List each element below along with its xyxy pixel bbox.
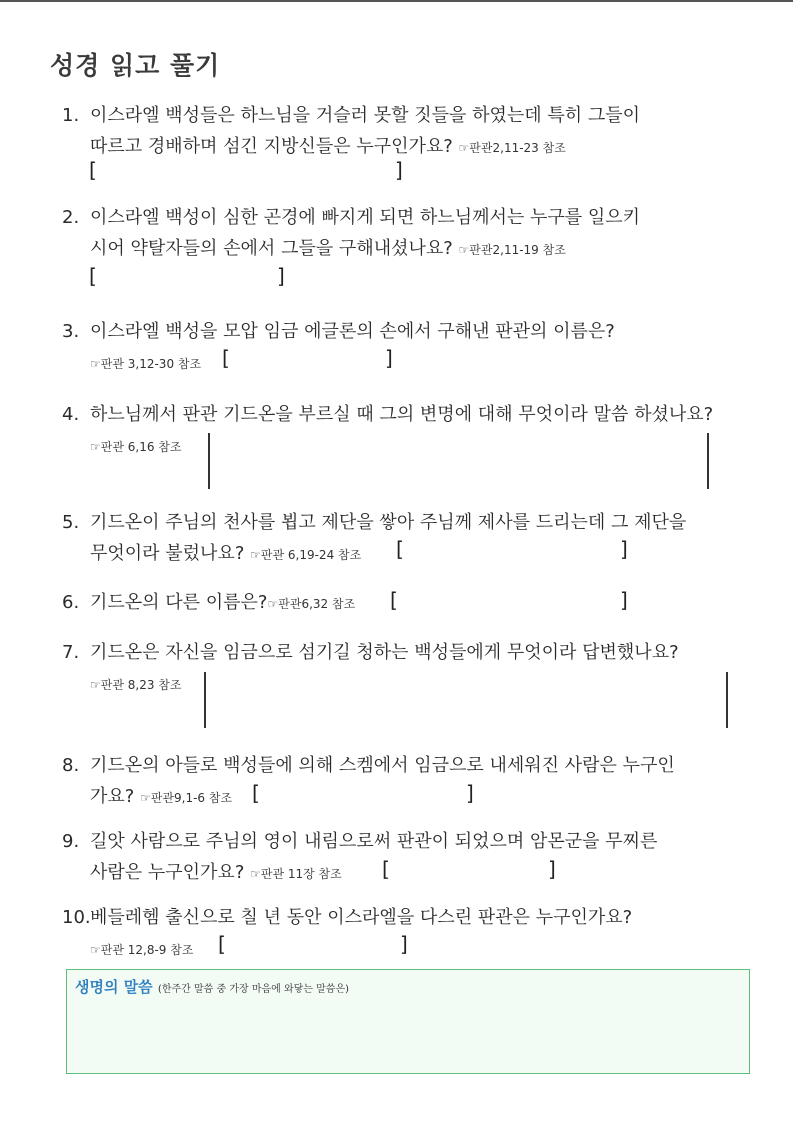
question-text: 기드온이 주님의 천사를 뵙고 제단을 쌓아 주님께 제사를 드리는데 그 제단을 [90, 512, 687, 533]
answer-bracket-open: [ [218, 932, 226, 956]
question-2 [62, 202, 640, 266]
answer-bracket-open: [ [390, 588, 398, 612]
question-text-cont: 무엇이라 불렀나요? [90, 543, 245, 564]
question-text: 이스라엘 백성들은 하느님을 거슬러 못할 짓들을 하였는데 특히 그들이 [90, 105, 641, 126]
answer-bracket-open: [ [89, 264, 97, 288]
reference: ☞판관2,11-23 참조 [458, 141, 566, 155]
question-text-cont: 사람은 누구인가요? [90, 862, 245, 883]
question-3 [62, 316, 615, 380]
answer-bracket-close: ] [620, 588, 628, 612]
answer-bracket-open: [ [252, 781, 260, 805]
question-number: 3. [62, 321, 80, 342]
answer-bracket-open: [ [222, 346, 230, 370]
answer-bracket-close: ] [466, 781, 474, 805]
question-8 [62, 750, 675, 814]
question-9 [62, 826, 657, 890]
question-6 [62, 587, 355, 620]
question-1 [62, 100, 640, 164]
question-text: 하느님께서 판관 기드온을 부르실 때 그의 변명에 대해 무엇이라 말씀 하셨나요? [90, 404, 714, 425]
answer-bracket-close: ] [400, 932, 408, 956]
question-text: 베들레헴 출신으로 칠 년 동안 이스라엘을 다스린 판관은 누구인가요? [90, 907, 633, 928]
question-number: 1. [62, 105, 80, 126]
question-number: 7. [62, 642, 80, 663]
answer-bracket-close: ] [548, 857, 556, 881]
question-number: 4. [62, 404, 80, 425]
reference: ☞판관 3,12-30 참조 [90, 357, 202, 371]
top-border-line [0, 0, 793, 2]
answer-bracket-open: [ [396, 537, 404, 561]
word-of-life-subtitle: (한주간 말씀 중 가장 마음에 와닿는 말씀은) [157, 984, 350, 995]
reference: ☞판관2,11-19 참조 [458, 243, 566, 257]
question-text: 기드온은 자신을 임금으로 섬기길 청하는 백성들에게 무엇이라 답변했나요? [90, 642, 679, 663]
answer-bracket-open: [ [89, 158, 97, 182]
question-number: 8. [62, 755, 80, 776]
reference: ☞판관6,32 참조 [267, 597, 356, 611]
question-text: 이스라엘 백성을 모압 임금 에글론의 손에서 구해낸 판관의 이름은? [90, 321, 615, 342]
word-of-life-heading: 생명의 말씀 [75, 978, 153, 996]
answer-bracket-close: ] [395, 158, 403, 182]
question-number: 6. [62, 592, 80, 613]
question-text: 길앗 사람으로 주님의 영이 내림으로써 판관이 되었으며 암몬군을 무찌른 [90, 831, 658, 852]
question-text-cont: 시어 약탈자들의 손에서 그들을 구해내셨나요? [90, 238, 453, 259]
question-5 [62, 507, 686, 571]
answer-bracket-close: ] [277, 264, 285, 288]
question-text-cont: 가요? [90, 786, 135, 807]
reference: ☞판관9,1-6 참조 [140, 791, 233, 805]
answer-box[interactable] [208, 433, 709, 489]
question-number: 5. [62, 512, 80, 533]
question-10 [62, 902, 632, 966]
reference: ☞판관 11장 참조 [250, 867, 342, 881]
word-of-life-title [75, 976, 349, 997]
question-number: 2. [62, 207, 80, 228]
answer-bracket-open: [ [382, 857, 390, 881]
reference: ☞판관 8,23 참조 [90, 678, 182, 692]
answer-box[interactable] [204, 672, 728, 728]
reference: ☞판관 6,19-24 참조 [250, 548, 362, 562]
question-text-cont: 따르고 경배하며 섬긴 지방신들은 누구인가요? [90, 136, 453, 157]
word-of-life-box[interactable] [66, 969, 750, 1074]
question-text: 기드온의 아들로 백성들에 의해 스켐에서 임금으로 내세워진 사람은 누구인 [90, 755, 675, 776]
question-text: 기드온의 다른 이름은? [90, 592, 268, 613]
question-text: 이스라엘 백성이 심한 곤경에 빠지게 되면 하느님께서는 누구를 일으키 [90, 207, 641, 228]
question-number: 10. [62, 907, 91, 928]
question-number: 9. [62, 831, 80, 852]
reference: ☞판관 12,8-9 참조 [90, 943, 194, 957]
reference: ☞판관 6,16 참조 [90, 440, 182, 454]
answer-bracket-close: ] [620, 537, 628, 561]
answer-bracket-close: ] [385, 346, 393, 370]
page-title: 성경 읽고 풀기 [50, 51, 221, 80]
